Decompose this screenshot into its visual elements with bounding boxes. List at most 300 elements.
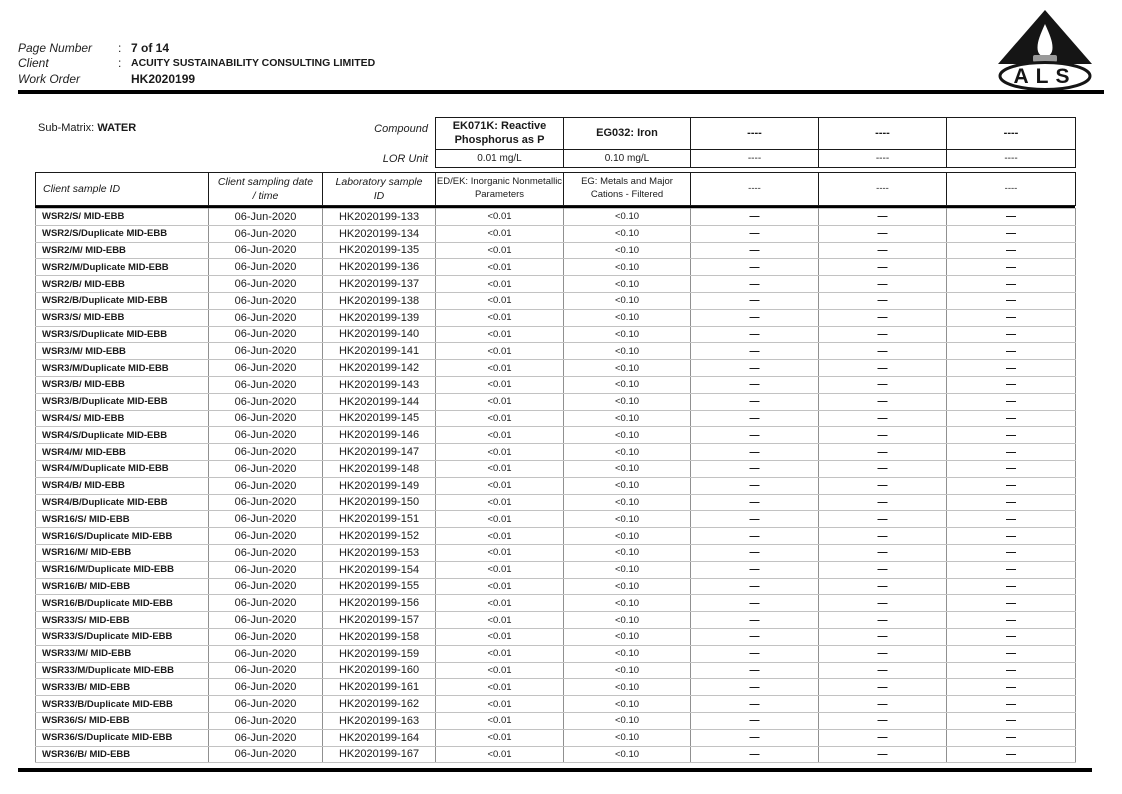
sampling-date-cell: 06-Jun-2020 <box>209 276 323 293</box>
result-cell: — <box>691 561 819 578</box>
result-cell: — <box>691 645 819 662</box>
lor-unit-cell: 0.01 mg/L <box>436 150 564 168</box>
client-label: Client <box>18 56 49 71</box>
lab-sample-id-cell: HK2020199-139 <box>323 309 436 326</box>
result-cell: <0.10 <box>564 393 691 410</box>
result-cell: <0.10 <box>564 544 691 561</box>
sampling-date-cell: 06-Jun-2020 <box>209 746 323 763</box>
lab-sample-id-cell: HK2020199-164 <box>323 729 436 746</box>
result-cell: — <box>819 444 947 461</box>
table-row <box>36 544 1076 561</box>
table-row <box>36 511 1076 528</box>
page-number-row <box>18 40 718 56</box>
lab-sample-id-cell: HK2020199-151 <box>323 511 436 528</box>
table-row <box>36 209 1076 226</box>
result-cell: — <box>819 259 947 276</box>
result-cell: <0.01 <box>436 427 564 444</box>
result-cell: <0.01 <box>436 712 564 729</box>
table-row <box>36 360 1076 377</box>
result-cell: — <box>947 628 1076 645</box>
sampling-date-header-line2: / time <box>252 190 279 202</box>
result-cell: <0.01 <box>436 209 564 226</box>
result-cell: — <box>947 225 1076 242</box>
sampling-date-cell: 06-Jun-2020 <box>209 612 323 629</box>
column-header-table <box>35 172 1076 206</box>
result-cell: <0.10 <box>564 292 691 309</box>
sampling-date-cell: 06-Jun-2020 <box>209 679 323 696</box>
result-cell: — <box>691 209 819 226</box>
result-cell: — <box>947 259 1076 276</box>
client-sample-id-cell: WSR4/S/ MID-EBB <box>36 410 209 427</box>
result-cell: — <box>691 662 819 679</box>
result-cell: — <box>947 309 1076 326</box>
result-cell: <0.10 <box>564 628 691 645</box>
table-row <box>36 477 1076 494</box>
result-cell: — <box>819 477 947 494</box>
sampling-date-cell: 06-Jun-2020 <box>209 729 323 746</box>
table-row <box>36 561 1076 578</box>
result-cell: — <box>947 460 1076 477</box>
lab-sample-id-cell: HK2020199-140 <box>323 326 436 343</box>
result-cell: — <box>819 595 947 612</box>
result-cell: — <box>947 242 1076 259</box>
result-cell: — <box>947 679 1076 696</box>
table-row <box>36 326 1076 343</box>
page-number-colon: : <box>118 40 122 55</box>
result-cell: <0.10 <box>564 259 691 276</box>
result-cell: <0.01 <box>436 729 564 746</box>
table-row <box>36 410 1076 427</box>
result-cell: <0.01 <box>436 326 564 343</box>
lab-sample-id-cell: HK2020199-146 <box>323 427 436 444</box>
sampling-date-cell: 06-Jun-2020 <box>209 561 323 578</box>
page-number-label: Page Number <box>18 40 93 55</box>
result-cell: — <box>819 561 947 578</box>
result-cell: <0.01 <box>436 612 564 629</box>
sampling-date-cell: 06-Jun-2020 <box>209 460 323 477</box>
result-cell: <0.01 <box>436 242 564 259</box>
page-number-value: 7 of 14 <box>131 40 170 55</box>
result-cell: <0.10 <box>564 746 691 763</box>
sampling-date-cell: 06-Jun-2020 <box>209 393 323 410</box>
client-sample-id-cell: WSR2/S/Duplicate MID-EBB <box>36 225 209 242</box>
lab-sample-id-cell: HK2020199-142 <box>323 360 436 377</box>
result-cell: — <box>691 427 819 444</box>
result-cell: <0.01 <box>436 645 564 662</box>
lor-unit-cell: ---- <box>691 150 819 168</box>
result-cell: — <box>691 528 819 545</box>
result-cell: — <box>819 343 947 360</box>
result-cell: <0.10 <box>564 578 691 595</box>
table-row <box>36 309 1076 326</box>
result-cell: — <box>691 679 819 696</box>
result-cell: — <box>947 292 1076 309</box>
lab-sample-id-cell: HK2020199-167 <box>323 746 436 763</box>
sampling-date-cell: 06-Jun-2020 <box>209 309 323 326</box>
lor-unit-cell: ---- <box>819 150 947 168</box>
result-cell: — <box>819 376 947 393</box>
result-cell: <0.01 <box>436 309 564 326</box>
table-row <box>36 595 1076 612</box>
lab-sample-id-cell: HK2020199-137 <box>323 276 436 293</box>
result-cell: — <box>691 276 819 293</box>
lab-sample-id-cell: HK2020199-154 <box>323 561 436 578</box>
result-cell: <0.01 <box>436 276 564 293</box>
result-cell: — <box>819 645 947 662</box>
result-cell: — <box>947 612 1076 629</box>
result-cell: — <box>947 662 1076 679</box>
compound-name-cell: ---- <box>947 118 1076 150</box>
result-cell: <0.01 <box>436 528 564 545</box>
result-cell: <0.01 <box>436 662 564 679</box>
client-sample-id-cell: WSR36/S/ MID-EBB <box>36 712 209 729</box>
result-cell: <0.01 <box>436 292 564 309</box>
client-sample-id-cell: WSR33/M/ MID-EBB <box>36 645 209 662</box>
result-cell: — <box>819 494 947 511</box>
column-header-row <box>36 173 1076 206</box>
result-cell: <0.10 <box>564 410 691 427</box>
result-cell: — <box>947 511 1076 528</box>
client-sample-id-cell: WSR2/M/ MID-EBB <box>36 242 209 259</box>
lab-sample-id-cell: HK2020199-157 <box>323 612 436 629</box>
compound-name-cell: EG032: Iron <box>564 118 691 150</box>
sampling-date-cell: 06-Jun-2020 <box>209 696 323 713</box>
result-cell: <0.01 <box>436 696 564 713</box>
compound-name-cell: EK071K: Reactive Phosphorus as P <box>436 118 564 150</box>
result-cell: — <box>819 427 947 444</box>
result-cell: <0.01 <box>436 561 564 578</box>
table-row <box>36 578 1076 595</box>
result-cell: <0.01 <box>436 746 564 763</box>
result-cell: — <box>691 326 819 343</box>
sampling-date-cell: 06-Jun-2020 <box>209 326 323 343</box>
client-sample-id-cell: WSR3/B/ MID-EBB <box>36 376 209 393</box>
client-sample-id-cell: WSR4/S/Duplicate MID-EBB <box>36 427 209 444</box>
work-order-label: Work Order <box>18 71 81 86</box>
result-cell: — <box>819 511 947 528</box>
lab-sample-id-cell: HK2020199-145 <box>323 410 436 427</box>
result-cell: — <box>691 595 819 612</box>
result-cell: — <box>819 729 947 746</box>
result-cell: — <box>691 544 819 561</box>
result-cell: — <box>947 477 1076 494</box>
page-header <box>18 40 718 87</box>
sampling-date-cell: 06-Jun-2020 <box>209 477 323 494</box>
result-cell: — <box>691 578 819 595</box>
sampling-date-cell: 06-Jun-2020 <box>209 628 323 645</box>
result-cell: — <box>691 292 819 309</box>
client-value: ACUITY SUSTAINABILITY CONSULTING LIMITED <box>131 57 376 70</box>
method-group-header-2: EG: Metals and Major Cations - Filtered <box>564 173 691 206</box>
table-row <box>36 528 1076 545</box>
client-sample-id-cell: WSR2/B/ MID-EBB <box>36 276 209 293</box>
client-sample-id-cell: WSR4/B/ MID-EBB <box>36 477 209 494</box>
table-row <box>36 460 1076 477</box>
client-sample-id-cell: WSR3/M/ MID-EBB <box>36 343 209 360</box>
result-cell: — <box>691 242 819 259</box>
result-cell: — <box>947 561 1076 578</box>
client-sample-id-header: Client sample ID <box>36 173 209 206</box>
table-row <box>36 259 1076 276</box>
result-cell: <0.01 <box>436 628 564 645</box>
sampling-date-cell: 06-Jun-2020 <box>209 360 323 377</box>
result-cell: <0.01 <box>436 444 564 461</box>
result-cell: — <box>947 729 1076 746</box>
sampling-date-cell: 06-Jun-2020 <box>209 259 323 276</box>
sampling-date-cell: 06-Jun-2020 <box>209 427 323 444</box>
method-group-header-4: ---- <box>819 173 947 206</box>
table-row <box>36 696 1076 713</box>
lab-sample-id-cell: HK2020199-135 <box>323 242 436 259</box>
result-cell: <0.01 <box>436 259 564 276</box>
result-cell: <0.10 <box>564 662 691 679</box>
table-row <box>36 427 1076 444</box>
client-colon: : <box>118 56 122 71</box>
client-sample-id-cell: WSR2/M/Duplicate MID-EBB <box>36 259 209 276</box>
compound-name-cell: ---- <box>691 118 819 150</box>
client-sample-id-cell: WSR16/M/ MID-EBB <box>36 544 209 561</box>
lab-sample-id-cell: HK2020199-156 <box>323 595 436 612</box>
sampling-date-cell: 06-Jun-2020 <box>209 292 323 309</box>
result-cell: — <box>947 376 1076 393</box>
result-cell: — <box>947 696 1076 713</box>
lab-sample-id-cell: HK2020199-148 <box>323 460 436 477</box>
lab-sample-id-cell: HK2020199-134 <box>323 225 436 242</box>
result-cell: — <box>819 242 947 259</box>
result-cell: <0.01 <box>436 376 564 393</box>
result-cell: — <box>819 209 947 226</box>
result-cell: <0.10 <box>564 276 691 293</box>
result-cell: <0.01 <box>436 679 564 696</box>
result-cell: — <box>819 410 947 427</box>
result-cell: <0.10 <box>564 528 691 545</box>
sampling-date-cell: 06-Jun-2020 <box>209 511 323 528</box>
table-row <box>36 612 1076 629</box>
result-cell: — <box>947 544 1076 561</box>
result-cell: — <box>691 225 819 242</box>
result-cell: — <box>691 410 819 427</box>
result-cell: — <box>947 578 1076 595</box>
result-cell: — <box>819 746 947 763</box>
client-sample-id-cell: WSR16/B/Duplicate MID-EBB <box>36 595 209 612</box>
lab-sample-id-cell: HK2020199-150 <box>323 494 436 511</box>
client-sample-id-cell: WSR33/B/Duplicate MID-EBB <box>36 696 209 713</box>
client-sample-id-cell: WSR4/B/Duplicate MID-EBB <box>36 494 209 511</box>
client-sample-id-cell: WSR2/B/Duplicate MID-EBB <box>36 292 209 309</box>
sampling-date-cell: 06-Jun-2020 <box>209 662 323 679</box>
result-cell: — <box>691 696 819 713</box>
result-cell: — <box>691 746 819 763</box>
result-cell: — <box>819 612 947 629</box>
als-logo-icon <box>985 6 1105 92</box>
client-sample-id-cell: WSR16/S/Duplicate MID-EBB <box>36 528 209 545</box>
result-cell: — <box>947 712 1076 729</box>
result-cell: — <box>947 645 1076 662</box>
result-cell: — <box>819 326 947 343</box>
sub-matrix-value: WATER <box>97 122 137 134</box>
result-cell: <0.10 <box>564 427 691 444</box>
result-cell: <0.10 <box>564 460 691 477</box>
method-group-header-5: ---- <box>947 173 1076 206</box>
table-row <box>36 746 1076 763</box>
result-cell: — <box>819 309 947 326</box>
result-cell: — <box>819 225 947 242</box>
result-cell: <0.10 <box>564 376 691 393</box>
compound-name-cell: ---- <box>819 118 947 150</box>
result-cell: — <box>947 595 1076 612</box>
client-sample-id-cell: WSR3/B/Duplicate MID-EBB <box>36 393 209 410</box>
result-cell: <0.01 <box>436 494 564 511</box>
logo-text: ALS <box>1013 65 1077 88</box>
result-cell: <0.10 <box>564 712 691 729</box>
table-row <box>36 729 1076 746</box>
table-row <box>36 628 1076 645</box>
client-sample-id-cell: WSR33/S/Duplicate MID-EBB <box>36 628 209 645</box>
sampling-date-cell: 06-Jun-2020 <box>209 578 323 595</box>
result-cell: <0.01 <box>436 343 564 360</box>
result-cell: <0.01 <box>436 410 564 427</box>
result-cell: <0.01 <box>436 595 564 612</box>
table-row <box>36 645 1076 662</box>
table-row <box>36 662 1076 679</box>
result-cell: — <box>691 460 819 477</box>
result-cell: <0.10 <box>564 645 691 662</box>
result-cell: <0.10 <box>564 729 691 746</box>
lor-unit-cell: ---- <box>947 150 1076 168</box>
result-cell: — <box>819 292 947 309</box>
result-cell: — <box>819 578 947 595</box>
footer-rule <box>18 768 1092 772</box>
result-cell: <0.01 <box>436 393 564 410</box>
result-cell: <0.10 <box>564 612 691 629</box>
table-row <box>36 712 1076 729</box>
sampling-date-cell: 06-Jun-2020 <box>209 225 323 242</box>
result-cell: — <box>819 544 947 561</box>
client-sample-id-cell: WSR33/M/Duplicate MID-EBB <box>36 662 209 679</box>
sampling-date-cell: 06-Jun-2020 <box>209 209 323 226</box>
client-sample-id-cell: WSR16/B/ MID-EBB <box>36 578 209 595</box>
result-cell: <0.10 <box>564 444 691 461</box>
sampling-date-cell: 06-Jun-2020 <box>209 410 323 427</box>
result-cell: — <box>819 528 947 545</box>
result-cell: <0.10 <box>564 309 691 326</box>
result-cell: — <box>947 746 1076 763</box>
client-sample-id-cell: WSR2/S/ MID-EBB <box>36 209 209 226</box>
lab-sample-id-cell: HK2020199-158 <box>323 628 436 645</box>
result-cell: <0.10 <box>564 679 691 696</box>
lab-sample-id-cell: HK2020199-149 <box>323 477 436 494</box>
result-cell: — <box>947 444 1076 461</box>
sampling-date-header <box>209 173 323 206</box>
logo-burner <box>1033 55 1057 62</box>
result-cell: — <box>691 511 819 528</box>
lab-sample-header-line2: ID <box>373 190 385 202</box>
client-sample-id-cell: WSR3/S/Duplicate MID-EBB <box>36 326 209 343</box>
client-sample-id-cell: WSR4/M/Duplicate MID-EBB <box>36 460 209 477</box>
client-sample-id-cell: WSR3/M/Duplicate MID-EBB <box>36 360 209 377</box>
sampling-date-cell: 06-Jun-2020 <box>209 712 323 729</box>
compound-row-label: Compound <box>374 123 428 135</box>
client-row <box>18 56 718 72</box>
lab-sample-id-cell: HK2020199-147 <box>323 444 436 461</box>
result-cell: — <box>691 712 819 729</box>
lab-sample-id-cell: HK2020199-161 <box>323 679 436 696</box>
client-sample-id-cell: WSR16/S/ MID-EBB <box>36 511 209 528</box>
result-cell: <0.01 <box>436 544 564 561</box>
sampling-date-cell: 06-Jun-2020 <box>209 494 323 511</box>
result-cell: — <box>819 696 947 713</box>
table-row <box>36 292 1076 309</box>
method-group-header-1: ED/EK: Inorganic Nonmetallic Parameters <box>436 173 564 206</box>
result-cell: <0.01 <box>436 360 564 377</box>
lab-sample-id-cell: HK2020199-155 <box>323 578 436 595</box>
client-sample-id-cell: WSR33/S/ MID-EBB <box>36 612 209 629</box>
sampling-date-cell: 06-Jun-2020 <box>209 645 323 662</box>
table-row <box>36 276 1076 293</box>
result-cell: <0.10 <box>564 561 691 578</box>
result-cell: <0.10 <box>564 360 691 377</box>
table-row <box>36 242 1076 259</box>
table-row <box>36 679 1076 696</box>
lab-sample-id-cell: HK2020199-136 <box>323 259 436 276</box>
result-cell: — <box>691 360 819 377</box>
lab-sample-id-cell: HK2020199-133 <box>323 209 436 226</box>
result-cell: <0.10 <box>564 343 691 360</box>
result-cell: <0.10 <box>564 696 691 713</box>
result-cell: — <box>819 628 947 645</box>
lor-unit-cell: 0.10 mg/L <box>564 150 691 168</box>
result-cell: — <box>947 410 1076 427</box>
client-sample-id-cell: WSR36/B/ MID-EBB <box>36 746 209 763</box>
sampling-date-header-line1: Client sampling date <box>217 175 314 188</box>
result-cell: <0.01 <box>436 578 564 595</box>
result-cell: <0.10 <box>564 595 691 612</box>
result-cell: — <box>947 326 1076 343</box>
result-cell: — <box>819 393 947 410</box>
result-cell: — <box>691 612 819 629</box>
sampling-date-cell: 06-Jun-2020 <box>209 595 323 612</box>
client-sample-id-cell: WSR16/M/Duplicate MID-EBB <box>36 561 209 578</box>
lor-unit-row <box>436 150 1076 168</box>
header-rule <box>18 90 1104 94</box>
result-cell: — <box>819 662 947 679</box>
client-sample-id-cell: WSR33/B/ MID-EBB <box>36 679 209 696</box>
result-cell: — <box>691 477 819 494</box>
result-cell: — <box>947 427 1076 444</box>
result-cell: — <box>691 343 819 360</box>
sub-matrix-label: Sub-Matrix: <box>38 122 95 134</box>
work-order-value: HK2020199 <box>131 71 196 86</box>
result-cell: <0.01 <box>436 511 564 528</box>
lor-unit-row-label: LOR Unit <box>382 153 428 165</box>
sampling-date-cell: 06-Jun-2020 <box>209 528 323 545</box>
result-cell: <0.10 <box>564 494 691 511</box>
result-cell: — <box>947 209 1076 226</box>
lab-sample-id-cell: HK2020199-143 <box>323 376 436 393</box>
table-row <box>36 225 1076 242</box>
result-cell: — <box>947 276 1076 293</box>
result-cell: — <box>947 528 1076 545</box>
result-cell: <0.01 <box>436 477 564 494</box>
lab-sample-id-cell: HK2020199-159 <box>323 645 436 662</box>
sampling-date-cell: 06-Jun-2020 <box>209 444 323 461</box>
result-cell: <0.10 <box>564 511 691 528</box>
client-sample-id-cell: WSR4/M/ MID-EBB <box>36 444 209 461</box>
lab-sample-id-header <box>323 173 436 206</box>
sub-matrix <box>38 122 136 134</box>
compound-header-table <box>435 117 1076 168</box>
table-row <box>36 393 1076 410</box>
